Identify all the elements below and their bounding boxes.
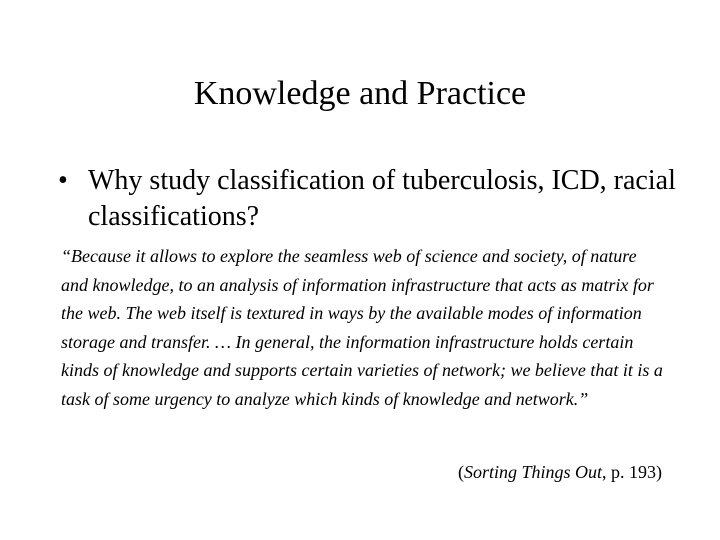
bullet-marker: • — [58, 165, 68, 196]
quote-text: “Because it allows to explore the seamless web of science and society, of nature and knowledge, to an analysis of information infrastructure that acts as matrix for the web. The web itself is textured in ways by the available modes of information storage and transfer. … In general, the information infrastructure holds certain kinds of knowledge and supports certain varieties of network; we believe that it is a task of some urgency to analyze which kinds of knowledge and network.” — [61, 246, 663, 409]
bullet-text: Why study classification of tuberculosis, ICD, racial classifications? — [88, 165, 676, 232]
bullet-item — [58, 163, 678, 235]
citation-page: , p. 193) — [602, 462, 662, 482]
citation — [458, 460, 662, 484]
slide-title: Knowledge and Practice — [193, 75, 527, 112]
citation-book-title: Sorting Things Out — [463, 462, 602, 482]
citation-open-paren: ( — [457, 462, 464, 482]
